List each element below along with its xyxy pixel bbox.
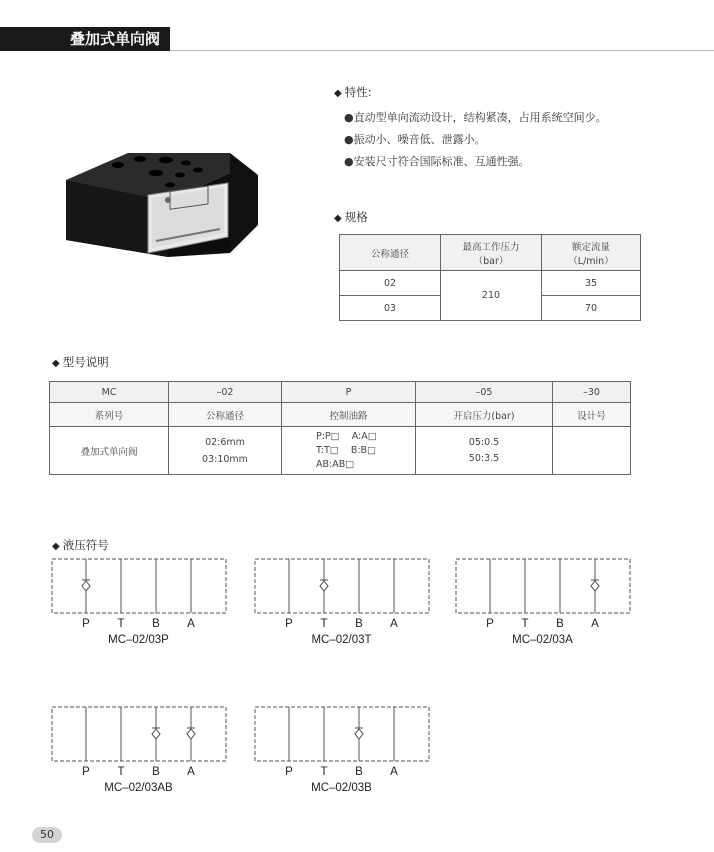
specs-col-flow-l1: 额定流量 — [571, 241, 610, 253]
port-label: A — [187, 766, 195, 778]
product-image — [58, 145, 273, 265]
diamond-icon: ◆ — [334, 88, 342, 99]
port-label: A — [390, 766, 398, 778]
table-cell: 叠加式单向阀 — [50, 427, 169, 475]
hydraulic-symbol-b — [254, 706, 430, 762]
table-cell: –05 — [416, 382, 553, 403]
page-title: 叠加式单向阀 — [69, 30, 160, 48]
table-cell: MC — [50, 382, 169, 403]
table-cell: 03 — [340, 296, 441, 321]
features-heading — [334, 84, 372, 100]
symbols-heading — [52, 537, 109, 553]
feature-item: ●振动小、噪音低、泄露小。 — [344, 133, 486, 146]
symbol-caption: MC–02/03T — [311, 634, 372, 646]
symbol-caption: MC–02/03P — [108, 634, 169, 646]
model-heading-label: 型号说明 — [62, 355, 109, 369]
specs-heading-label: 规格 — [344, 210, 368, 224]
size-option: 03:10mm — [202, 453, 248, 465]
port-label: B — [152, 766, 160, 778]
diamond-icon: ◆ — [334, 213, 342, 224]
specs-col-flow — [542, 235, 641, 271]
port-label: P — [486, 618, 494, 630]
hydraulic-symbol-ab — [51, 706, 227, 762]
path-option: AB:AB□ — [316, 458, 355, 470]
table-cell: P — [282, 382, 416, 403]
table-cell: 公称通径 — [169, 403, 282, 427]
symbols-heading-label: 液压符号 — [62, 538, 109, 552]
size-option: 02:6mm — [205, 436, 245, 448]
port-label: T — [117, 766, 125, 778]
model-heading — [52, 354, 109, 370]
port-label: A — [187, 618, 195, 630]
specs-col-flow-l2: （L/min） — [568, 255, 614, 267]
table-cell: 02 — [340, 271, 441, 296]
model-table — [49, 381, 631, 475]
table-cell — [282, 427, 416, 475]
port-label: P — [82, 766, 90, 778]
table-cell — [169, 427, 282, 475]
port-label: P — [285, 618, 293, 630]
symbol-caption: MC–02/03A — [512, 634, 573, 646]
feature-item: ●直动型单向流动设计，结构紧凑，占用系统空间少。 — [344, 111, 607, 124]
specs-table — [339, 234, 641, 321]
pressure-option: 05:0.5 — [468, 436, 500, 448]
port-label: T — [320, 766, 328, 778]
specs-col-pressure-l2: （bar） — [473, 255, 509, 267]
table-cell: 设计号 — [553, 403, 631, 427]
pressure-option: 50:3.5 — [468, 452, 500, 464]
table-cell: 系列号 — [50, 403, 169, 427]
diamond-icon: ◆ — [52, 541, 60, 552]
port-label: A — [591, 618, 599, 630]
port-label: A — [390, 618, 398, 630]
specs-heading — [334, 209, 368, 225]
port-label: P — [82, 618, 90, 630]
feature-item: ●安装尺寸符合国际标准、互通性强。 — [344, 155, 530, 168]
specs-col-pressure — [441, 235, 542, 271]
table-cell: –02 — [169, 382, 282, 403]
page-number: 50 — [32, 827, 62, 843]
diamond-icon: ◆ — [52, 358, 60, 369]
hydraulic-symbol-t — [254, 558, 430, 614]
specs-col-pressure-l1: 最高工作压力 — [462, 241, 520, 253]
port-label: T — [521, 618, 529, 630]
table-cell: 210 — [441, 271, 542, 321]
port-label: B — [355, 618, 363, 630]
table-cell: 控制油路 — [282, 403, 416, 427]
port-label: B — [556, 618, 564, 630]
symbol-caption: MC–02/03AB — [104, 782, 173, 794]
port-label: B — [152, 618, 160, 630]
table-cell: 70 — [542, 296, 641, 321]
symbol-caption: MC–02/03B — [311, 782, 372, 794]
table-cell — [416, 427, 553, 475]
table-cell: 35 — [542, 271, 641, 296]
path-option: T:T□ B:B□ — [316, 444, 377, 456]
table-cell — [553, 427, 631, 475]
port-label: T — [320, 618, 328, 630]
specs-col-size: 公称通径 — [340, 235, 441, 271]
path-option: P:P□ A:A□ — [316, 430, 377, 442]
port-label: B — [355, 766, 363, 778]
hydraulic-symbol-a — [455, 558, 631, 614]
features-heading-label: 特性: — [344, 85, 372, 99]
header-rule — [170, 50, 714, 51]
port-label: T — [117, 618, 125, 630]
port-label: P — [285, 766, 293, 778]
hydraulic-symbol-p — [51, 558, 227, 614]
table-cell: –30 — [553, 382, 631, 403]
table-cell: 开启压力(bar) — [416, 403, 553, 427]
